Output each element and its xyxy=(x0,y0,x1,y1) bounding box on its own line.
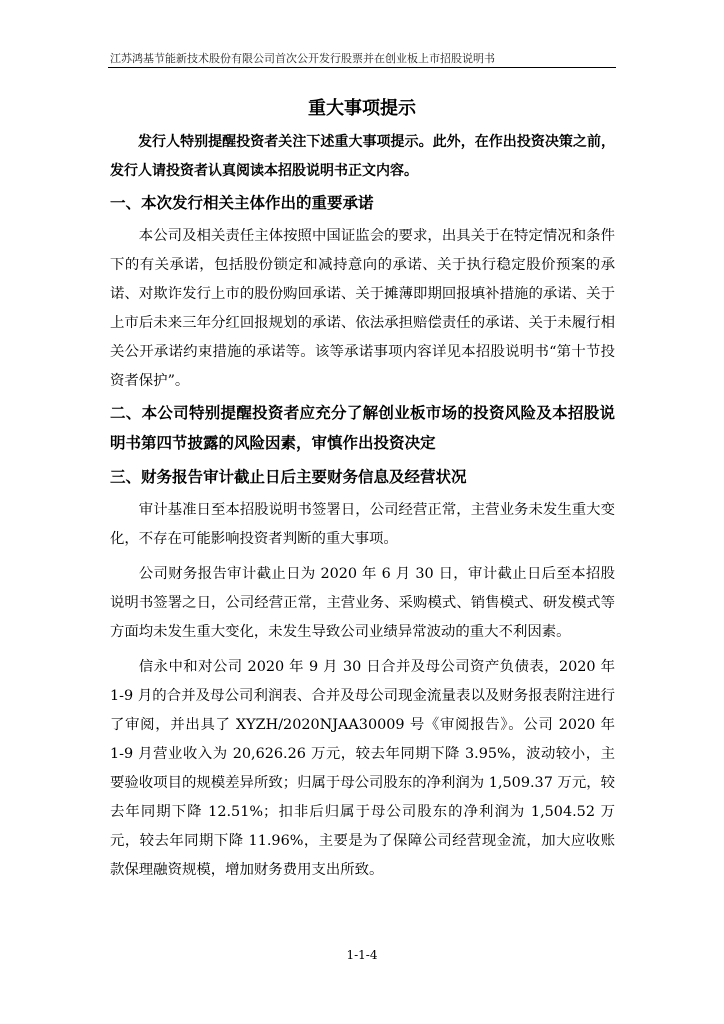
section-heading-1: 一、本次发行相关主体作出的重要承诺 xyxy=(110,194,374,212)
running-header: 江苏鸿基节能新技术股份有限公司首次公开发行股票并在创业板上市招股说明书 xyxy=(110,52,495,65)
section-3-paragraph-1: 审计基准日至本招股说明书签署日，公司经营正常，主营业务未发生重大变化，不存在可能影响投资者判断的重大事项。 xyxy=(110,502,615,547)
page-title: 重大事项提示 xyxy=(308,98,416,119)
section-heading-2: 二、本公司特别提醒投资者应充分了解创业板市场的投资风险及本招股说明书第四节披露的风险因素，审慎作出投资决定 xyxy=(110,404,615,452)
section-1-paragraph-1: 本公司及相关责任主体按照中国证监会的要求，出具关于在特定情况和条件下的有关承诺，包括股份锁定和减持意向的承诺、关于执行稳定股价预案的承诺、对欺诈发行上市的股份购回承诺、关于摊薄即期回报填补措施的承诺、关于上市后未来三年分红回报规划的承诺、依法承担赔偿责任的承诺、关于未履行相关公开承诺约束措施的承诺等。该等承诺事项内容详见本招股说明书“第十节投资者保护”。 xyxy=(110,228,615,389)
intro-paragraph: 发行人特别提醒投资者关注下述重大事项提示。此外，在作出投资决策之前，发行人请投资者认真阅读本招股说明书正文内容。 xyxy=(110,134,615,179)
header-rule xyxy=(108,67,616,68)
section-3-paragraph-3: 信永中和对公司 2020 年 9 月 30 日合并及母公司资产负债表，2020 年 1-9 月的合并及母公司利润表、合并及母公司现金流量表以及财务报表附注进行了审阅，并出具了 XYZH/2020NJAA30009 号《审阅报告》。公司 2020 年 1-9 月营业收入为 20,626.26 万元，较去年同期下降 3.95%，波动较小，主要验收项目的规模差异所致；归属于母公司股东的净利润为 1,509.37 万元，较去年同期下降 12.51%；扣非后归属于母公司股东的净利润为 1,504.52 万元，较去年同期下降 11.96%，主要是为了保障公司经营现金流，加大应收账款保理融资规模，增加财务费用支出所致。 xyxy=(110,659,615,878)
section-3-paragraph-2: 公司财务报告审计截止日为 2020 年 6 月 30 日，审计截止日后至本招股说明书签署之日，公司经营正常，主营业务、采购模式、销售模式、研发模式等方面均未发生重大变化，未发生导致公司业绩异常波动的重大不利因素。 xyxy=(110,566,615,640)
section-heading-3: 三、财务报告审计截止日后主要财务信息及经营状况 xyxy=(110,468,467,486)
page-number: 1-1-4 xyxy=(346,948,378,962)
document-body xyxy=(110,128,615,885)
